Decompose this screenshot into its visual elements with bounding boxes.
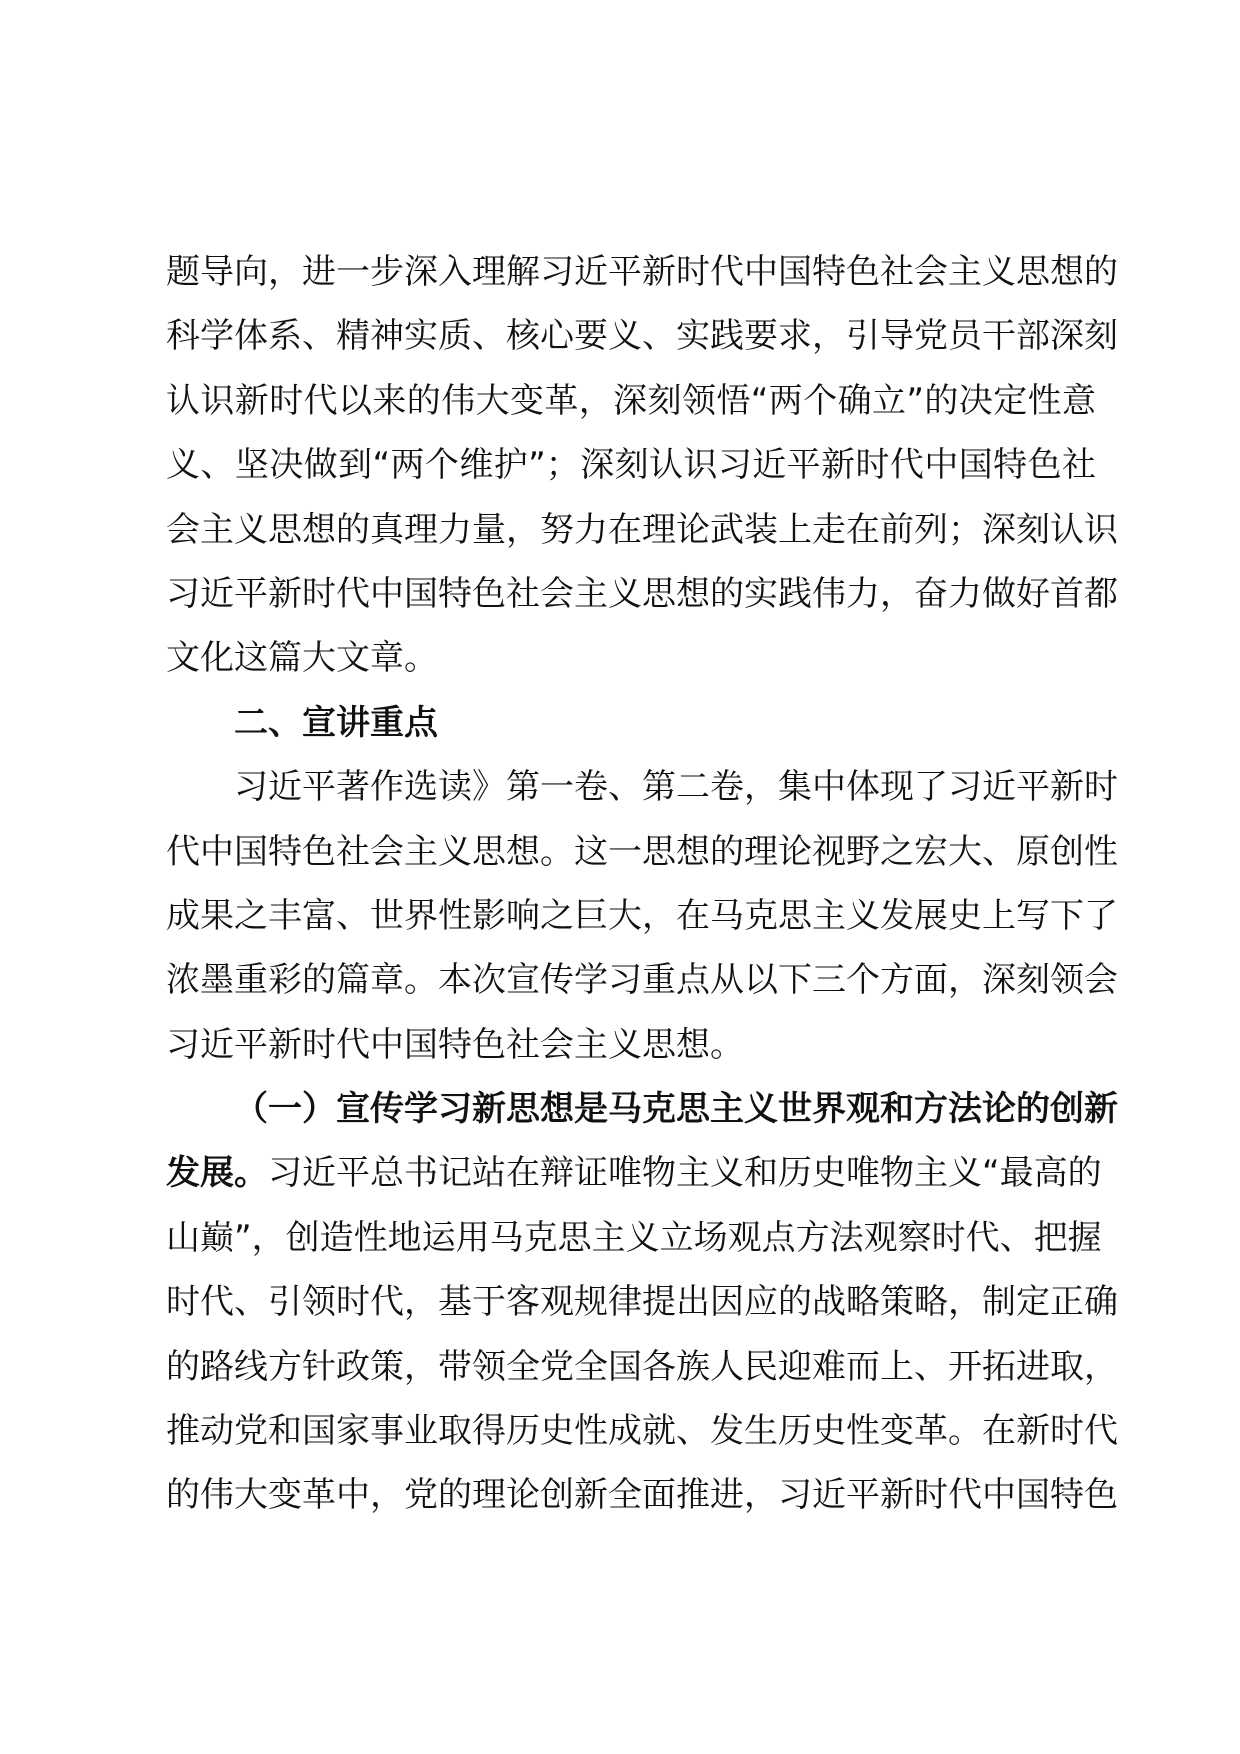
- text-line: 山巅”，创造性地运用马克思主义立场观点方法观察时代、把握: [166, 1217, 1102, 1258]
- text-line: 代中国特色社会主义思想。这一思想的理论视野之宏大、原创性: [166, 831, 1118, 872]
- text-line: 的路线方针政策，带领全党全国各族人民迎难而上、开拓进取，: [166, 1346, 1118, 1387]
- text-line: 习近平著作选读》第一卷、第二卷，集中体现了习近平新时: [234, 767, 1118, 808]
- text-line: 题导向，进一步深入理解习近平新时代中国特色社会主义思想的: [166, 252, 1118, 292]
- text-line: 认识新时代以来的伟大变革，深刻领悟“两个确立”的决定性意: [166, 380, 1096, 421]
- text-line: [166, 1141, 1102, 1205]
- text-line: 成果之丰富、世界性影响之巨大，在马克思主义发展史上写下了: [166, 895, 1118, 936]
- text-line: 义、坚决做到“两个维护”；深刻认识习近平新时代中国特色社: [166, 445, 1096, 486]
- section-heading: 二、宣讲重点: [234, 702, 438, 743]
- text-line: 文化这篇大文章。: [166, 638, 438, 679]
- subsection-heading-end: 发展。: [166, 1153, 268, 1194]
- text-line: 习近平新时代中国特色社会主义思想。: [166, 1024, 744, 1065]
- text-span: 习近平总书记站在辩证唯物主义和历史唯物主义“最高的: [268, 1153, 1102, 1194]
- text-line: 科学体系、精神实质、核心要义、实践要求，引导党员干部深刻: [166, 316, 1118, 357]
- text-line: 会主义思想的真理力量，努力在理论武装上走在前列；深刻认识: [166, 509, 1118, 550]
- text-line: 的伟大变革中，党的理论创新全面推进，习近平新时代中国特色: [166, 1475, 1118, 1516]
- subsection-heading: （一）宣传学习新思想是马克思主义世界观和方法论的创新: [234, 1089, 1118, 1130]
- text-line: 时代、引领时代，基于客观规律提出因应的战略策略，制定正确: [166, 1282, 1118, 1323]
- text-line: 习近平新时代中国特色社会主义思想的实践伟力，奋力做好首都: [166, 573, 1118, 614]
- text-line: 浓墨重彩的篇章。本次宣传学习重点从以下三个方面，深刻领会: [166, 960, 1118, 1001]
- document-body: [166, 240, 1118, 1528]
- text-line: 推动党和国家事业取得历史性成就、发生历史性变革。在新时代: [166, 1411, 1118, 1452]
